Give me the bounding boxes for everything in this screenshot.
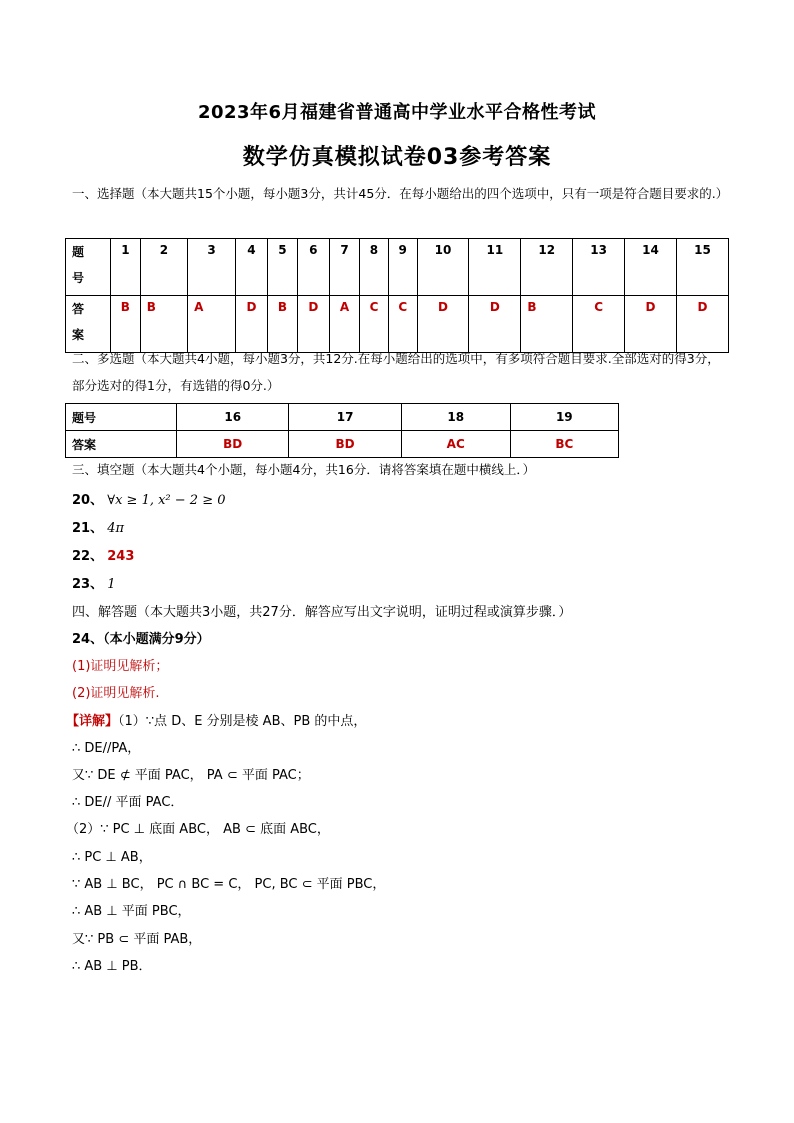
row-label-number: 题号 (66, 404, 177, 431)
answer-cell: AC (401, 431, 510, 458)
detail-step: ∴ PC ⊥ AB， (72, 850, 152, 865)
question-number: 7 (329, 239, 359, 296)
question-number: 1 (111, 239, 141, 296)
q24-title: 24、（本小题满分9分） (72, 632, 210, 647)
answer-cell: BD (177, 431, 289, 458)
row-label-number: 题 号 (66, 239, 111, 296)
answer-cell: C (388, 296, 417, 353)
item-answer: ∀x ≥ 1, x² − 2 ≥ 0 (107, 493, 226, 508)
fill-answer-23 (72, 573, 116, 592)
detail-step: ∵ AB ⊥ BC， PC ∩ BC = C， PC, BC ⊂ 平面 PBC， (72, 877, 386, 892)
answer-cell: D (676, 296, 728, 353)
question-number: 13 (573, 239, 625, 296)
detail-step: 又∵ DE ⊄ 平面 PAC， PA ⊂ 平面 PAC； (72, 768, 310, 783)
question-number: 18 (401, 404, 510, 431)
section4-instructions: 四、解答题（本大题共3小题，共27分．解答应写出文字说明，证明过程或演算步骤．） (72, 605, 572, 620)
fill-answer-22 (72, 545, 134, 564)
answer-cell: D (417, 296, 469, 353)
question-number: 17 (289, 404, 401, 431)
question-number-row (66, 404, 619, 431)
fill-answer-21 (72, 517, 124, 536)
answer-cell: B (111, 296, 141, 353)
question-number: 8 (360, 239, 389, 296)
item-number: 22、 (72, 549, 104, 564)
question-number: 15 (676, 239, 728, 296)
answer-cell: A (188, 296, 236, 353)
q24-answer-2: (2)证明见解析. (72, 686, 160, 701)
answer-cell: B (268, 296, 298, 353)
question-number: 11 (469, 239, 521, 296)
multiple-choice-answer-table (65, 238, 729, 353)
answer-row (66, 296, 729, 353)
exam-subtitle: 数学仿真模拟试卷03参考答案 (242, 145, 552, 170)
multi-select-answer-table (65, 403, 619, 458)
item-answer: 243 (107, 549, 135, 564)
answer-cell: A (329, 296, 359, 353)
question-number: 3 (188, 239, 236, 296)
answer-cell: D (469, 296, 521, 353)
detail-step: ∴ AB ⊥ 平面 PBC， (72, 904, 191, 919)
answer-cell: B (140, 296, 187, 353)
question-number: 14 (625, 239, 677, 296)
detail-step: （2）∵ PC ⊥ 底面 ABC， AB ⊂ 底面 ABC， (66, 822, 330, 837)
question-number: 9 (388, 239, 417, 296)
answer-cell: D (297, 296, 329, 353)
question-number: 2 (140, 239, 187, 296)
answer-row (66, 431, 619, 458)
detail-step: 又∵ PB ⊂ 平面 PAB， (72, 932, 202, 947)
detail-label: 【详解】 (66, 714, 119, 729)
answer-cell: BC (510, 431, 618, 458)
q24-answer-1: (1)证明见解析； (72, 659, 169, 674)
answer-cell: B (521, 296, 573, 353)
question-number: 16 (177, 404, 289, 431)
fill-answer-20 (72, 489, 226, 508)
question-number: 19 (510, 404, 618, 431)
item-number: 21、 (72, 521, 104, 536)
question-number: 6 (297, 239, 329, 296)
section3-instructions: 三、填空题（本大题共4个小题，每小题4分，共16分．请将答案填在题中横线上．） (72, 462, 536, 477)
question-number: 4 (235, 239, 267, 296)
answer-cell: D (625, 296, 677, 353)
item-answer: 4π (107, 521, 125, 536)
row-label-answer: 答 案 (66, 296, 111, 353)
section1-instructions: 一、选择题（本大题共15个小题，每小题3分，共计45分．在每小题给出的四个选项中，只有一项是符合题目要求的.） (72, 186, 729, 201)
row-label-answer: 答案 (66, 431, 177, 458)
detail-step: （1）∵点 D、E 分别是棱 AB、PB 的中点， (118, 714, 367, 729)
question-number: 5 (268, 239, 298, 296)
detail-step: ∴ DE//PA， (72, 741, 141, 756)
exam-title: 2023年6月福建省普通高中学业水平合格性考试 (197, 102, 597, 123)
answer-cell: BD (289, 431, 401, 458)
detail-step: ∴ DE// 平面 PAC． (72, 795, 184, 810)
question-number: 12 (521, 239, 573, 296)
item-answer: 1 (107, 577, 116, 592)
question-number: 10 (417, 239, 469, 296)
answer-cell: D (235, 296, 267, 353)
answer-cell: C (573, 296, 625, 353)
item-number: 23、 (72, 577, 104, 592)
detail-step: ∴ AB ⊥ PB． (72, 959, 152, 974)
section2-instructions: 二、多选题（本大题共4小题，每小题3分，共12分.在每小题给出的选项中，有多项符合题目要求.全部选对的得3分，部分选对的得1分，有选错的得0分.） (72, 351, 720, 393)
detail-step-1-line (66, 710, 366, 729)
item-number: 20、 (72, 493, 104, 508)
answer-cell: C (360, 296, 389, 353)
question-number-row (66, 239, 729, 296)
